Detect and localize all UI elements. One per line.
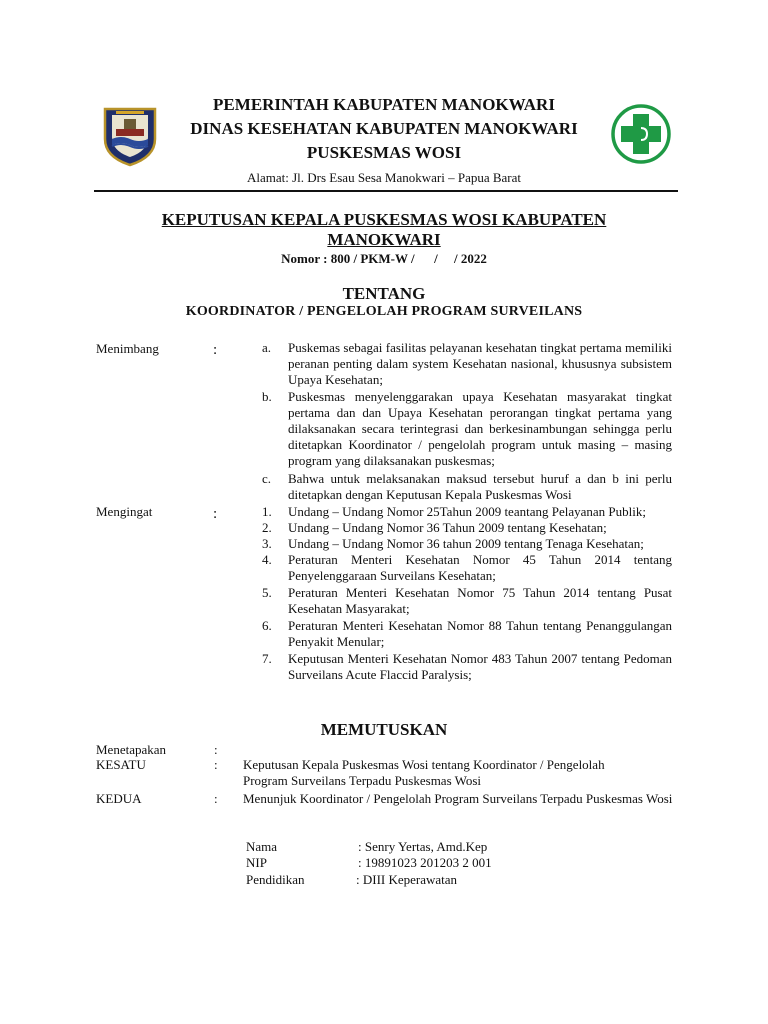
item-marker: 4. (262, 552, 272, 567)
menimbang-item-b (262, 389, 672, 469)
mengingat-item-1 (262, 504, 672, 520)
item-marker: 5. (262, 585, 272, 600)
document-title: KEPUTUSAN KEPALA PUSKESMAS WOSI KABUPATEN MANOKWARI (161, 210, 607, 249)
kedua-colon: : (214, 791, 218, 806)
nip-value: : 19891023 201203 2 001 (358, 855, 492, 870)
mengingat-item-7 (262, 651, 672, 683)
kesatu-label: KESATU (96, 757, 146, 772)
item-marker: 3. (262, 536, 272, 551)
mengingat-label: Mengingat (96, 504, 153, 519)
menimbang-item-c (262, 471, 672, 503)
kedua-text: Menunjuk Koordinator / Pengelolah Program Surveilans Terpadu Puskesmas Wosi (243, 791, 673, 806)
item-text: Puskemas sebagai fasilitas pelayanan kesehatan tingkat pertama memiliki peranan penting dalam system Kesehatan nasional, khususnya subsistem Upaya Kesehatan; (288, 340, 672, 387)
kedua-label: KEDUA (96, 791, 142, 806)
menimbang-colon: : (213, 342, 218, 358)
mengingat-item-3 (262, 536, 672, 552)
mengingat-colon: : (213, 506, 218, 522)
item-text: Peraturan Menteri Kesehatan Nomor 45 Tahun 2014 tentang Penyelenggaraan Surveilans Kesehatan; (288, 552, 672, 583)
nip-label: NIP (246, 855, 267, 870)
item-text: Bahwa untuk melaksanakan maksud tersebut huruf a dan b ini perlu ditetapkan dengan Keputusan Kepala Puskesmas Wosi (288, 471, 672, 502)
item-marker: 2. (262, 520, 272, 535)
item-text: Peraturan Menteri Kesehatan Nomor 88 Tahun tentang Penanggulangan Penyakit Menular; (288, 618, 672, 649)
item-text: Peraturan Menteri Kesehatan Nomor 75 Tahun 2014 tentang Pusat Kesehatan Masyarakat; (288, 585, 672, 616)
header-divider (94, 190, 678, 192)
mengingat-item-2 (262, 520, 672, 536)
item-marker: c. (262, 471, 272, 486)
item-text: Undang – Undang Nomor 36 Tahun 2009 tentang Kesehatan; (288, 520, 607, 535)
pendidikan-value: : DIII Keperawatan (356, 872, 458, 887)
tentang-heading: TENTANG (342, 284, 426, 303)
document-number: Nomor : 800 / PKM-W / / / 2022 (281, 251, 487, 266)
kesatu-colon: : (214, 757, 218, 772)
health-cross-icon (611, 104, 671, 164)
menetapkan-colon: : (214, 742, 218, 757)
menimbang-label: Menimbang (96, 341, 159, 356)
kesatu-text: Keputusan Kepala Puskesmas Wosi tentang Koordinator / Pengelolah Program Surveilans Terpadu Puskesmas Wosi (243, 757, 605, 788)
memutuskan-heading: MEMUTUSKAN (320, 720, 448, 739)
item-text: Undang – Undang Nomor 25Tahun 2009 teantang Pelayanan Publik; (288, 504, 646, 519)
item-marker: 6. (262, 618, 272, 633)
pendidikan-label: Pendidikan (246, 872, 305, 887)
mengingat-item-4 (262, 552, 672, 584)
header-line-1: PEMERINTAH KABUPATEN MANOKWARI (213, 95, 555, 114)
nama-value: : Senry Yertas, Amd.Kep (358, 839, 488, 854)
item-text: Keputusan Menteri Kesehatan Nomor 483 Tahun 2007 tentang Pedoman Surveilans Acute Flaccid Paralysis; (288, 651, 672, 682)
mengingat-item-5 (262, 585, 672, 617)
header-line-2: DINAS KESEHATAN KABUPATEN MANOKWARI (190, 119, 578, 138)
mengingat-item-6 (262, 618, 672, 650)
item-text: Undang – Undang Nomor 36 tahun 2009 tentang Tenaga Kesehatan; (288, 536, 644, 551)
address: Alamat: Jl. Drs Esau Sesa Manokwari – Papua Barat (246, 170, 522, 185)
document-subject: KOORDINATOR / PENGELOLAH PROGRAM SURVEILANS (185, 304, 583, 319)
item-marker: 7. (262, 651, 272, 666)
header-line-3: PUSKESMAS WOSI (306, 143, 462, 162)
menimbang-item-a (262, 340, 672, 388)
item-marker: a. (262, 340, 272, 355)
item-marker: 1. (262, 504, 272, 519)
item-marker: b. (262, 389, 272, 404)
menetapkan-label: Menetapakan (96, 742, 167, 757)
nama-label: Nama (246, 839, 278, 854)
item-text: Puskesmas menyelenggarakan upaya Kesehatan masyarakat tingkat pertama dan dan Upaya Kesehatan perorangan tingkat pertama yang dilaksanakan secara terintegrasi dan berkesinambungan sehingga perlu ditetapkan Koordinator / pengelolah program untuk masing – masing program yang dilaksanakan puskesmas; (288, 389, 672, 468)
